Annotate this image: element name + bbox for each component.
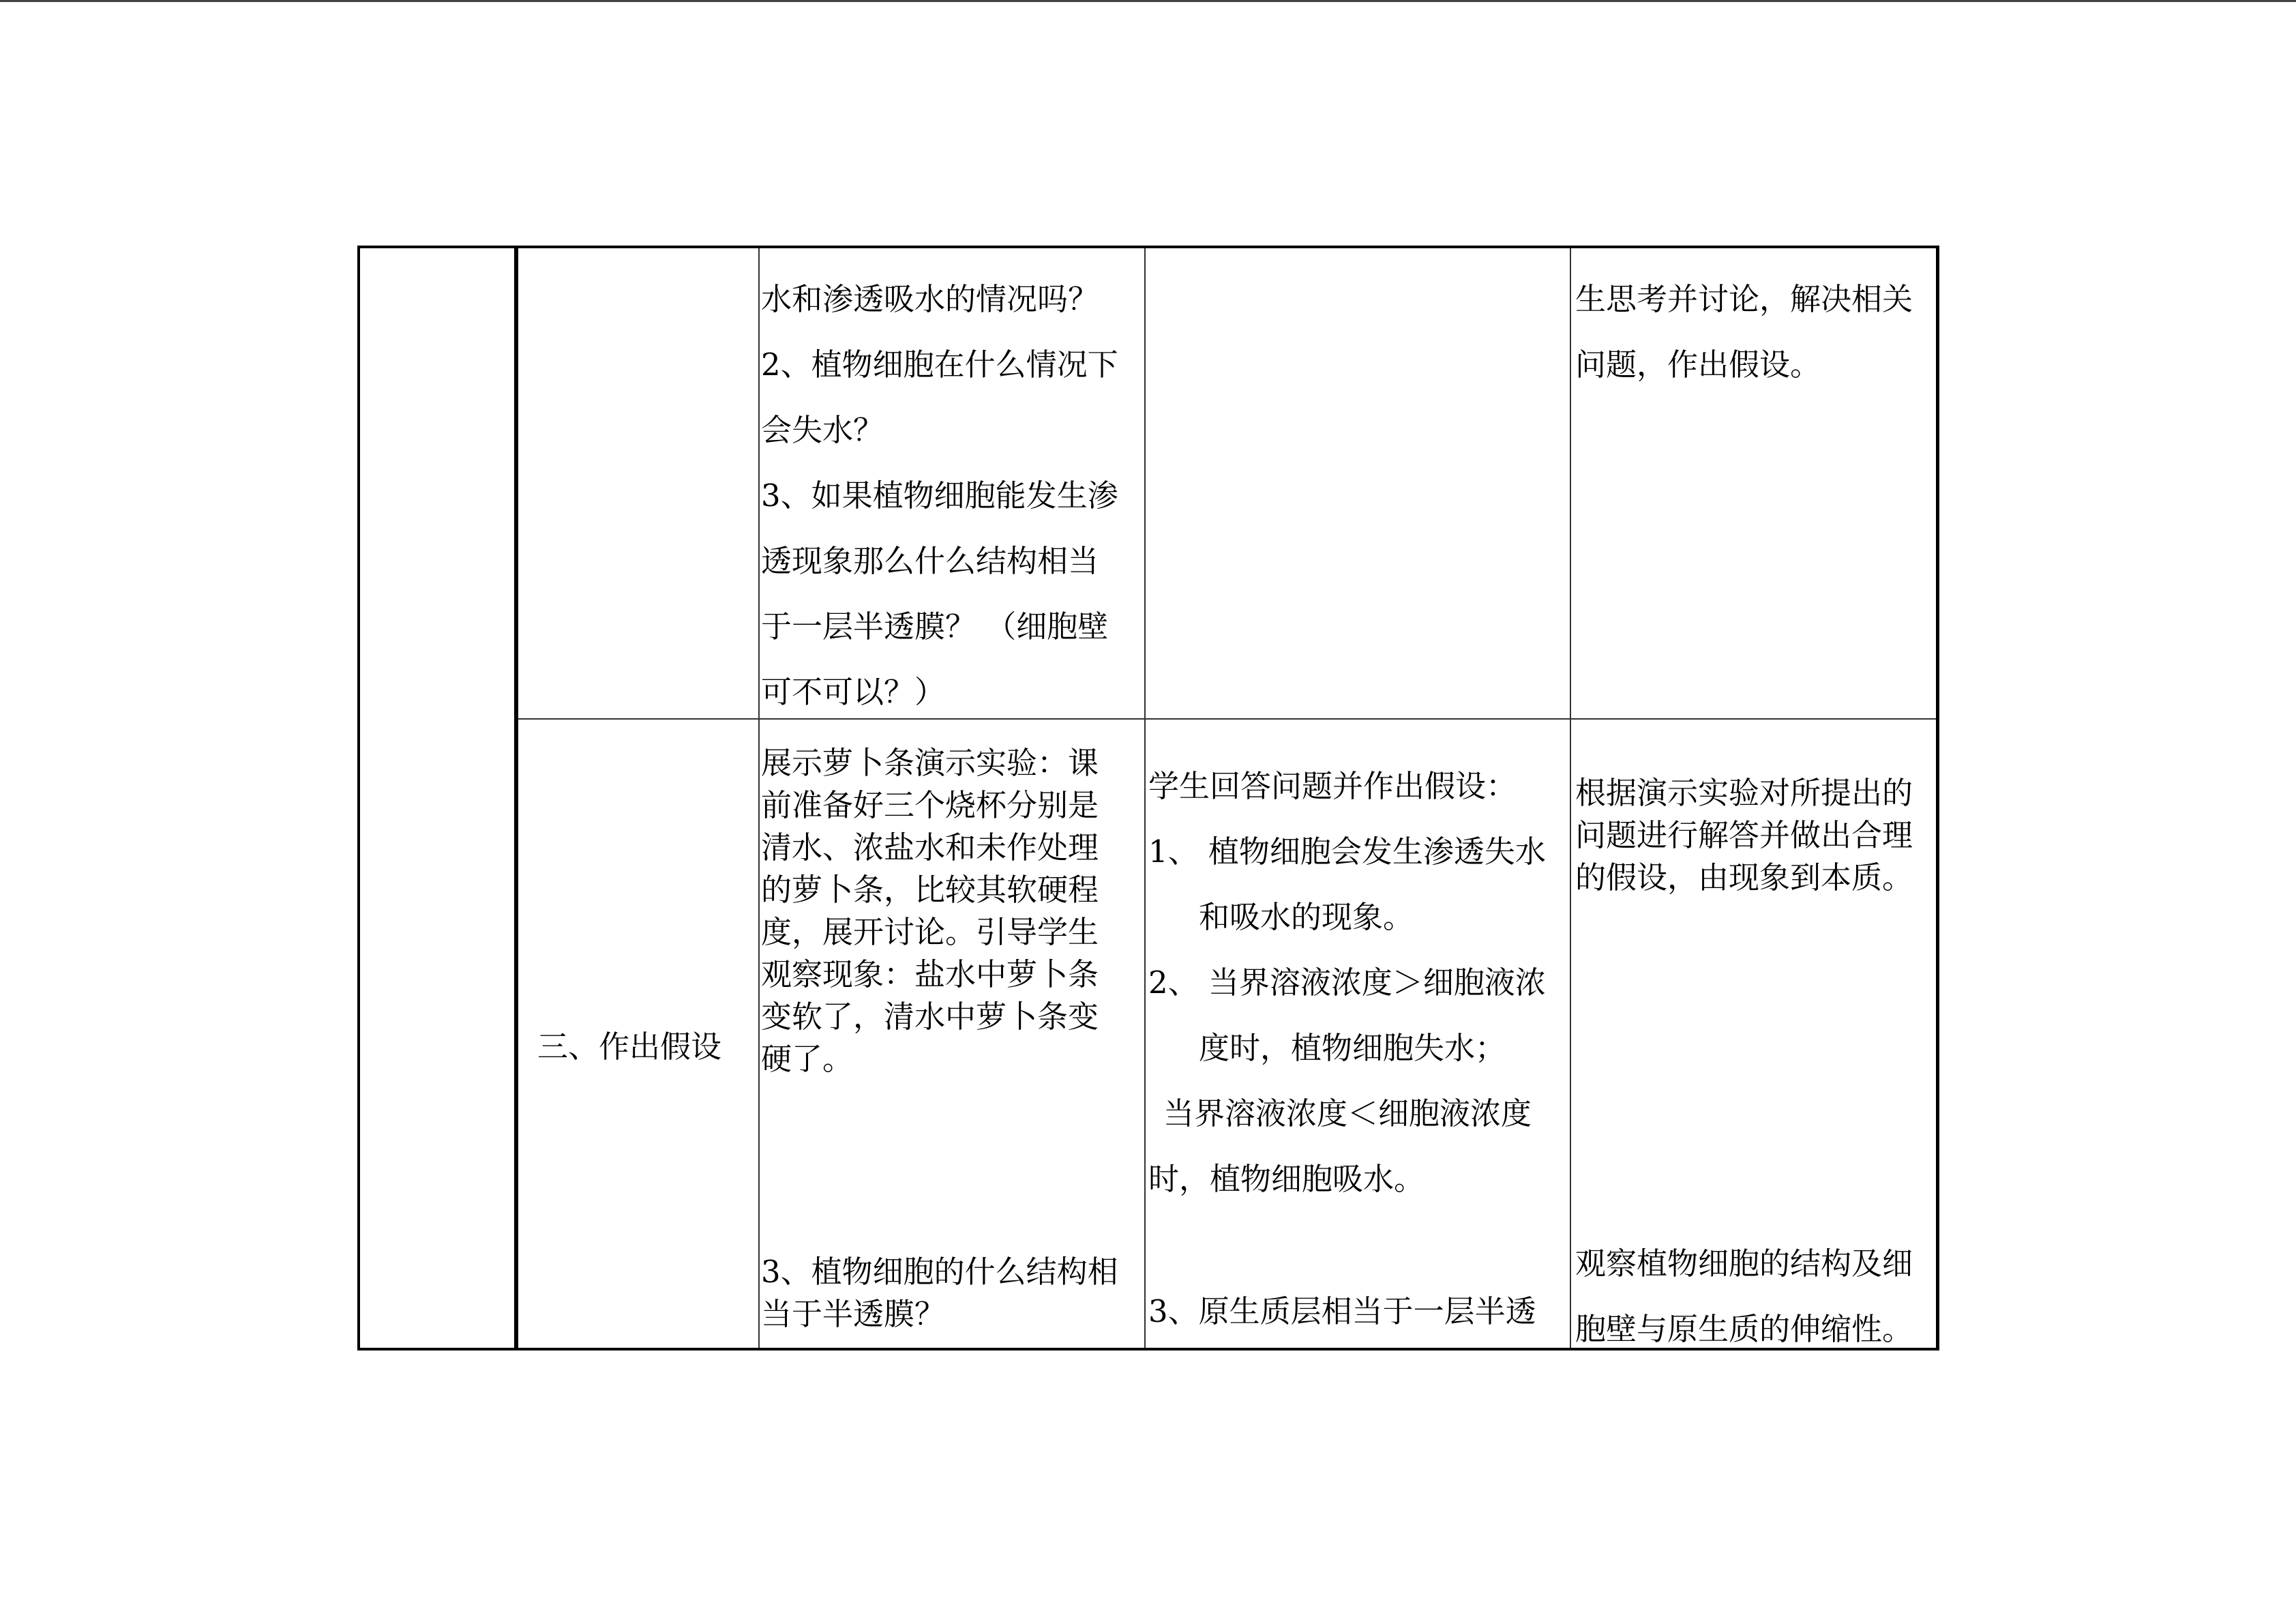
row1-content-line: 2、植物细胞在什么情况下 <box>761 346 1118 383</box>
column-divider-3 <box>1144 248 1146 1348</box>
row-divider <box>518 718 1936 720</box>
row2-activity-line: 当界溶液浓度＜细胞液浓度 <box>1163 1095 1532 1132</box>
row2-content-line: 硬了。 <box>761 1041 854 1077</box>
row2-intent-line: 观察植物细胞的结构及细 <box>1575 1245 1913 1282</box>
row1-content-line: 可不可以？） <box>761 674 946 710</box>
row2-activity-line: 度时，植物细胞失水； <box>1199 1030 1506 1066</box>
page-top-rule <box>0 0 2296 2</box>
row2-activity-line: 3、原生质层相当于一层半透 <box>1148 1293 1536 1329</box>
row2-activity-line: 时，植物细胞吸水。 <box>1148 1161 1425 1197</box>
row2-content-line: 的萝卜条，比较其软硬程 <box>761 872 1099 908</box>
row2-intent-line: 根据演示实验对所提出的 <box>1575 775 1913 811</box>
row2-activity-line: 和吸水的现象。 <box>1199 899 1414 935</box>
row1-intent-line: 生思考并讨论，解决相关 <box>1575 281 1913 317</box>
row2-activity-line: 学生回答问题并作出假设： <box>1148 768 1517 804</box>
row2-activity-line: 2、 当界溶液浓度＞细胞液浓 <box>1148 964 1546 1001</box>
row1-content-line: 会失水？ <box>761 412 884 448</box>
row2-activity-line: 1、 植物细胞会发生渗透失水 <box>1148 833 1546 870</box>
row2-content-question: 当于半透膜？ <box>761 1296 946 1332</box>
row2-intent-line: 胞壁与原生质的伸缩性。 <box>1575 1311 1913 1347</box>
row2-stage-label: 三、作出假设 <box>537 1029 722 1065</box>
row2-content-question: 3、植物细胞的什么结构相 <box>761 1254 1118 1290</box>
row2-content-line: 度，展开讨论。引导学生 <box>761 914 1099 950</box>
row1-content-line: 透现象那么什么结构相当 <box>761 543 1099 579</box>
row2-content-line: 清水、浓盐水和未作处理 <box>761 829 1099 866</box>
column-divider-2 <box>758 248 760 1348</box>
row2-content-line: 观察现象：盐水中萝卜条 <box>761 956 1099 992</box>
row2-content-line: 展示萝卜条演示实验：课 <box>761 745 1099 781</box>
row1-content-line: 于一层半透膜？ （细胞壁 <box>761 608 1109 645</box>
row2-content-line: 变软了，清水中萝卜条变 <box>761 999 1099 1035</box>
row1-intent-line: 问题，作出假设。 <box>1575 346 1821 383</box>
row1-content-line: 3、如果植物细胞能发生渗 <box>761 477 1118 514</box>
column-divider-1 <box>514 248 518 1348</box>
row2-content-line: 前准备好三个烧杯分别是 <box>761 787 1099 823</box>
row1-content-line: 水和渗透吸水的情况吗？ <box>761 281 1099 317</box>
column-divider-4 <box>1570 248 1571 1348</box>
row2-intent-line: 的假设，由现象到本质。 <box>1575 859 1913 896</box>
row2-intent-line: 问题进行解答并做出合理 <box>1575 817 1913 853</box>
